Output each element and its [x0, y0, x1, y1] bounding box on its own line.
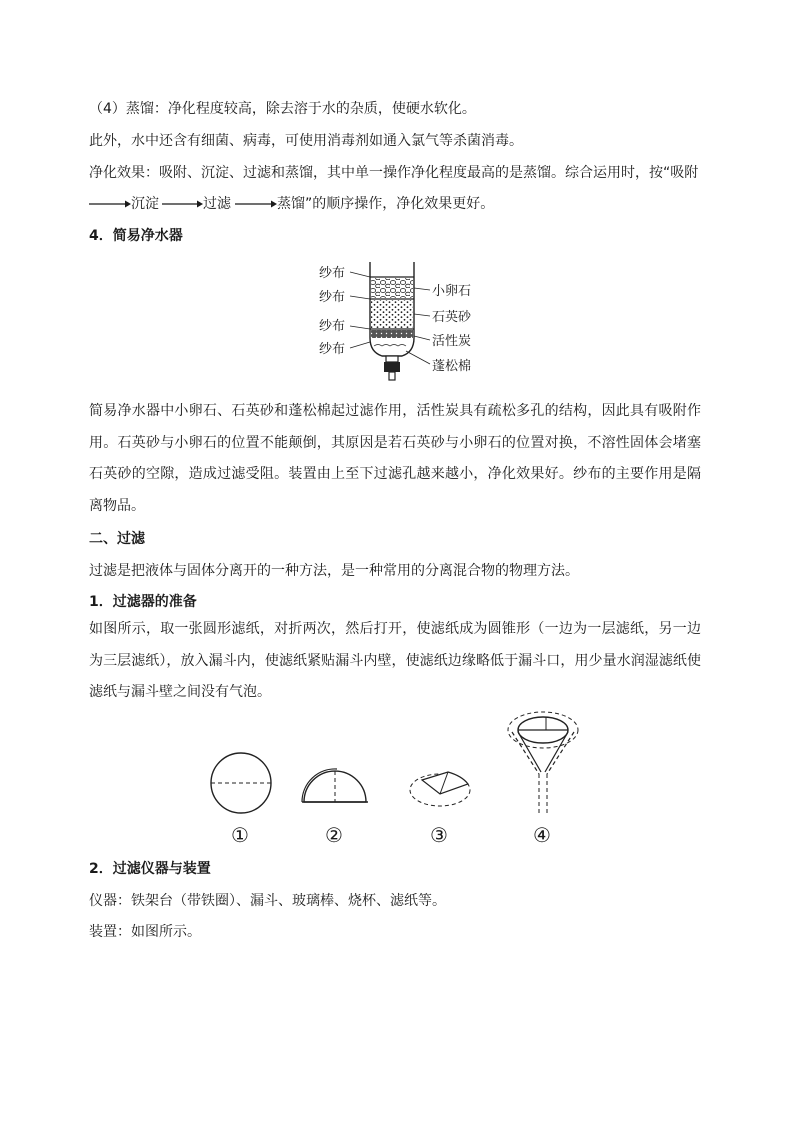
order-tail: ”的顺序操作，净化效果更好。 — [305, 196, 495, 212]
label-cotton: 蓬松棉 — [432, 359, 472, 374]
text-purification-effect: 净化效果：吸附、沉淀、过滤和蒸馏，其中单一操作净化程度最高的是蒸馏。综合运用时，按“吸附 — [89, 165, 699, 181]
heading-simple-water-purifier: 4．简易净水器 — [89, 228, 183, 244]
text-filtration-definition: 过滤是把液体与固体分离开的一种方法，是一种常用的分离混合物的物理方法。 — [89, 563, 579, 579]
step-label-4: ④ — [533, 823, 551, 847]
water-purifier-diagram — [310, 256, 490, 396]
label-gauze-4: 纱布 — [319, 342, 346, 357]
fold-step-2-semicircle — [302, 769, 368, 802]
quartz-sand-layer — [371, 300, 413, 328]
heading-filter-preparation: 1．过滤器的准备 — [89, 594, 197, 610]
cotton-layer — [370, 338, 414, 356]
label-activated-carbon: 活性炭 — [432, 334, 472, 349]
text-apparatus: 装置：如图所示。 — [89, 924, 201, 940]
heading-filter-apparatus: 2．过滤仪器与装置 — [89, 861, 211, 877]
filter-folding-diagram — [200, 708, 600, 820]
fold-step-4-funnel — [508, 712, 578, 816]
text-filter-preparation: 如图所示，取一张圆形滤纸，对折两次，然后打开，使滤纸成为圆锥形（一边为一层滤纸，另一边为三层滤纸），放入漏斗内，使滤纸紧贴漏斗内壁，使滤纸边缘略低于漏斗口，用少量水润湿滤纸使滤纸与漏斗壁之间没有气泡。 — [89, 621, 701, 700]
label-gauze-1: 纱布 — [319, 266, 346, 281]
arrow-icon — [231, 198, 277, 210]
fold-step-3-cone — [410, 772, 470, 806]
text-instruments: 仪器：铁架台（带铁圈）、漏斗、玻璃棒、烧杯、滤纸等。 — [89, 893, 446, 909]
text-purification-order — [89, 194, 709, 214]
pebble-layer — [371, 278, 413, 298]
label-gauze-3: 纱布 — [319, 319, 346, 334]
step-label-1: ① — [231, 823, 249, 847]
arrow-icon — [159, 198, 203, 210]
arrow-icon — [89, 198, 131, 210]
text-distillation: （4）蒸馏：净化程度较高，除去溶于水的杂质，使硬水软化。 — [89, 101, 476, 117]
text-purifier-explanation: 简易净水器中小卵石、石英砂和蓬松棉起过滤作用，活性炭具有疏松多孔的结构，因此具有吸附作用。石英砂与小卵石的位置不能颠倒，其原因是若石英砂与小卵石的位置对换，不溶性固体会堵塞石英砂的空隙，造成过滤受阻。装置由上至下过滤孔越来越小，净化效果好。纱布的主要作用是隔离物品。 — [89, 403, 701, 514]
step-label-2: ② — [325, 823, 343, 847]
label-quartz-sand: 石英砂 — [432, 310, 472, 325]
label-gauze-2: 纱布 — [319, 290, 346, 305]
label-pebbles: 小卵石 — [432, 284, 472, 299]
step-sedimentation: 沉淀 — [131, 196, 159, 212]
step-label-3: ③ — [430, 823, 448, 847]
step-distillation: 蒸馏 — [277, 196, 305, 212]
step-filtration: 过滤 — [203, 196, 231, 212]
heading-filtration: 二、过滤 — [89, 531, 145, 547]
text-disinfection: 此外，水中还含有细菌、病毒，可使用消毒剂如通入氯气等杀菌消毒。 — [89, 133, 523, 149]
